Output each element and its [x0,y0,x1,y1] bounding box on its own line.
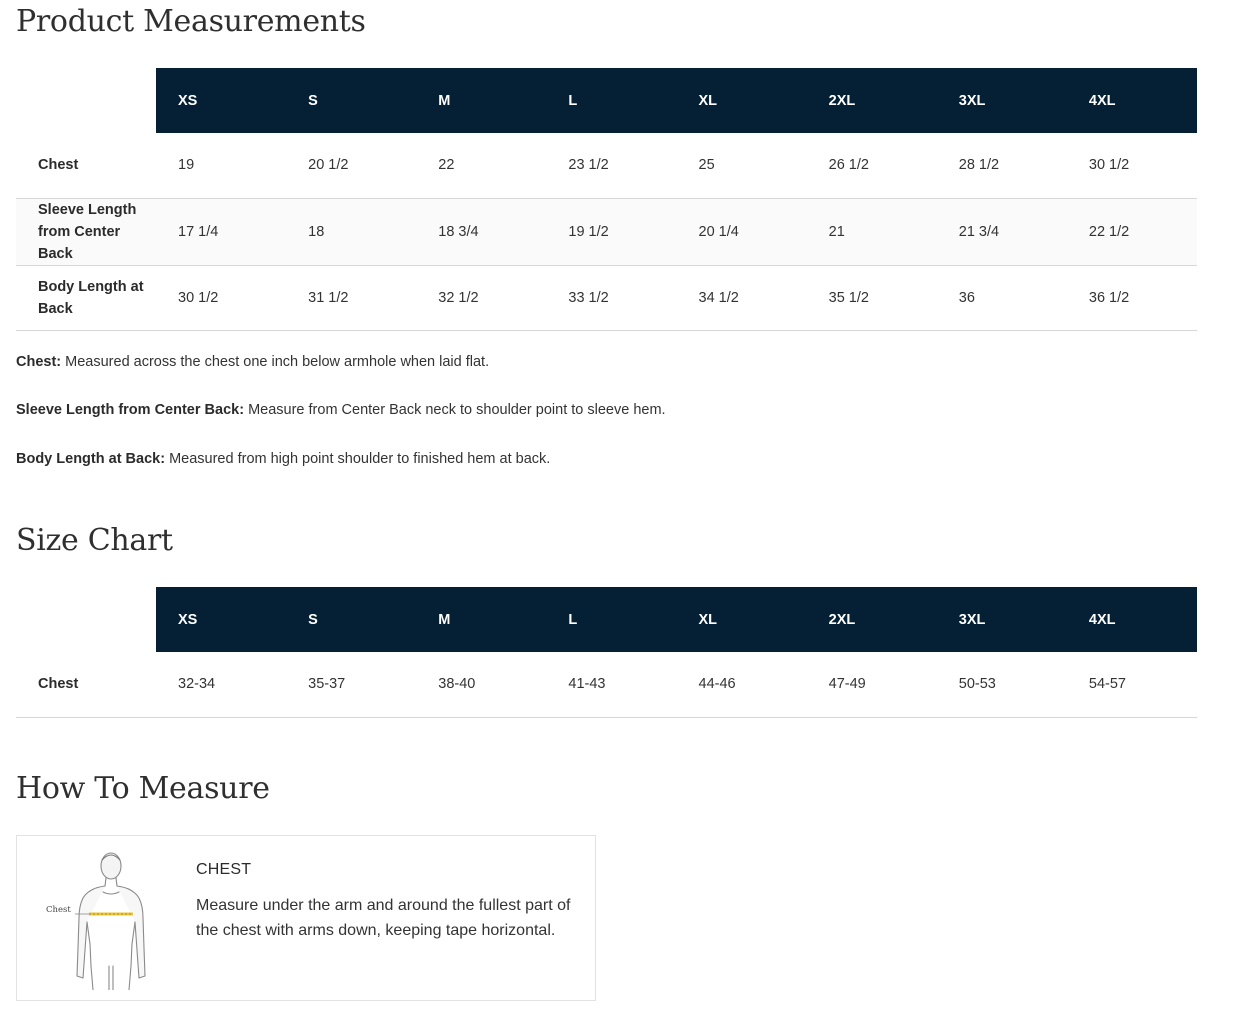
size-header: 3XL [937,68,1067,133]
table-cell: 19 1/2 [546,198,676,265]
table-cell: 50-53 [937,652,1067,717]
product-measurements-table [16,68,1197,331]
size-header: L [546,68,676,133]
table-cell: 31 1/2 [286,265,416,330]
size-header: XS [156,587,286,652]
table-cell: 25 [677,133,807,198]
table-row [16,133,1197,198]
table-cell: 32 1/2 [416,265,546,330]
table-cell: 22 [416,133,546,198]
table-row [16,652,1197,717]
body-length-note [16,451,550,467]
chest-measure-card [16,835,596,1001]
row-label: Chest [16,133,156,198]
table-cell: 21 3/4 [937,198,1067,265]
table-cell: 34 1/2 [677,265,807,330]
table-cell: 41-43 [546,652,676,717]
size-chart-table [16,587,1197,718]
table-cell: 21 [807,198,937,265]
row-label: Body Length at Back [16,265,156,330]
table-cell: 33 1/2 [546,265,676,330]
table-cell: 19 [156,133,286,198]
note-text: Measure from Center Back neck to shoulder point to sleeve hem. [244,402,666,418]
header-blank-cell [16,587,156,652]
chest-note [16,354,489,370]
table-row [16,198,1197,265]
size-header: XL [677,587,807,652]
how-to-measure-title: How To Measure [16,771,270,806]
size-header: XS [156,68,286,133]
table-cell: 28 1/2 [937,133,1067,198]
table-cell: 26 1/2 [807,133,937,198]
note-text: Measured from high point shoulder to finished hem at back. [165,451,551,467]
size-header: 3XL [937,587,1067,652]
table-cell: 44-46 [677,652,807,717]
table-cell: 23 1/2 [546,133,676,198]
size-header: 2XL [807,68,937,133]
table-cell: 18 [286,198,416,265]
table-cell: 22 1/2 [1067,198,1197,265]
table-cell: 20 1/4 [677,198,807,265]
table-cell: 18 3/4 [416,198,546,265]
size-header: 4XL [1067,68,1197,133]
note-term: Body Length at Back: [16,451,166,467]
card-description: Measure under the arm and around the fullest part of the chest with arms down, keeping tape horizontal. [196,897,571,939]
table-cell: 30 1/2 [156,265,286,330]
size-chart-title: Size Chart [16,523,173,558]
size-header: S [286,587,416,652]
size-header: XL [677,68,807,133]
table-cell: 35 1/2 [807,265,937,330]
header-blank-cell [16,68,156,133]
note-term: Chest: [16,354,62,370]
note-term: Sleeve Length from Center Back: [16,402,245,418]
size-header-row [16,68,1197,133]
note-text: Measured across the chest one inch below armhole when laid flat. [61,354,490,370]
size-header: L [546,587,676,652]
size-header: M [416,68,546,133]
row-label: Chest [16,652,156,717]
table-cell: 17 1/4 [156,198,286,265]
size-header: S [286,68,416,133]
table-row [16,265,1197,330]
table-cell: 30 1/2 [1067,133,1197,198]
product-measurements-title: Product Measurements [16,4,366,39]
size-header: 2XL [807,587,937,652]
table-cell: 36 1/2 [1067,265,1197,330]
table-cell: 47-49 [807,652,937,717]
size-header: M [416,587,546,652]
size-header-row [16,587,1197,652]
table-cell: 36 [937,265,1067,330]
torso-figure-icon [41,848,181,990]
size-header: 4XL [1067,587,1197,652]
table-cell: 35-37 [286,652,416,717]
table-cell: 38-40 [416,652,546,717]
table-cell: 32-34 [156,652,286,717]
figure-chest-label: Chest [46,905,71,915]
row-label: Sleeve Length from Center Back [16,198,156,265]
table-cell: 54-57 [1067,652,1197,717]
card-heading: CHEST [196,861,252,878]
table-cell: 20 1/2 [286,133,416,198]
sleeve-length-note [16,402,666,418]
